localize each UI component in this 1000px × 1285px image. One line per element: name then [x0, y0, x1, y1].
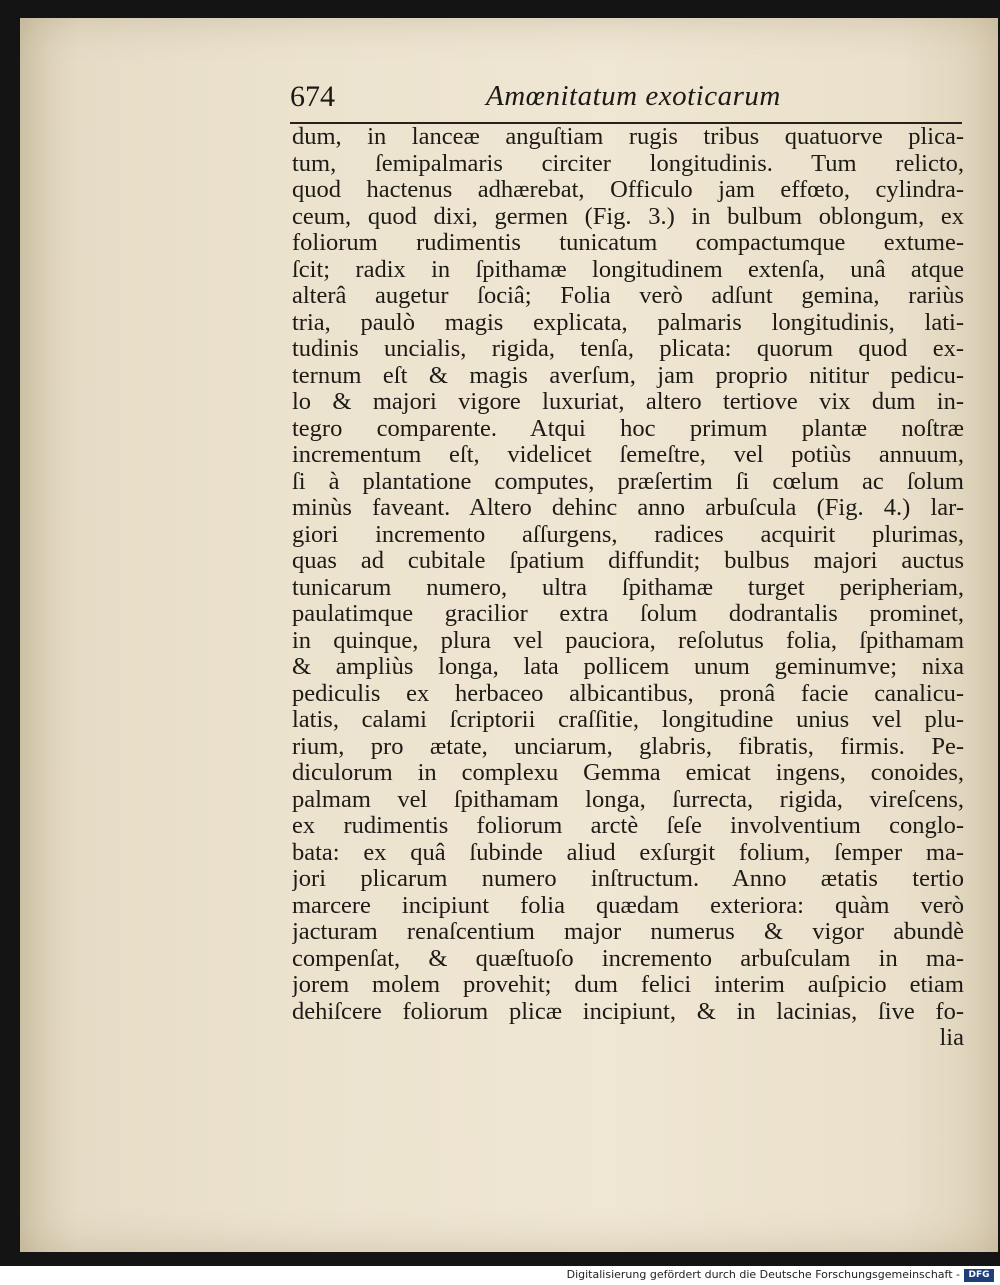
text-line: giori incremento aſſurgens, radices acquirit plurimas, — [292, 521, 964, 548]
text-line: tunicarum numero, ultra ſpithamæ turget peripheriam, — [292, 574, 964, 601]
text-line: paulatimque gracilior extra ſolum dodrantalis prominet, — [292, 601, 964, 627]
text-line: alterâ augetur ſociâ; Folia verò adſunt gemina, rariùs — [292, 283, 964, 309]
text-line: tudinis uncialis, rigida, tenſa, plicata: quorum quod ex- — [292, 336, 964, 362]
text-line: lo & majori vigore luxuriat, altero tertiove vix dum in- — [292, 389, 964, 415]
text-line: in quinque, plura vel pauciora, reſolutus folia, ſpithamam — [292, 627, 964, 654]
text-line: pediculis ex herbaceo albicantibus, pronâ facie canalicu- — [292, 680, 964, 707]
page-number: 674 — [290, 80, 335, 113]
text-line: quod hactenus adhærebat, Officulo jam effœto, cylindra- — [292, 177, 964, 203]
text-line: lia — [939, 1025, 964, 1051]
text-line: rium, pro ætate, unciarum, glabris, fibratis, firmis. Pe- — [292, 733, 964, 760]
text-line: tum, ſemipalmaris circiter longitudinis. Tum relicto, — [292, 150, 964, 177]
footer-bar — [0, 1266, 1000, 1285]
text-line: marcere incipiunt folia quædam exteriora: quàm verò — [292, 892, 964, 919]
text-line: ſcit; radix in ſpithamæ longitudinem extenſa, unâ atque — [292, 256, 964, 283]
text-line: jacturam renaſcentium major numerus & vigor abundè — [292, 919, 964, 945]
text-line: bata: ex quâ ſubinde aliud exſurgit folium, ſemper ma- — [292, 839, 964, 866]
text-line: diculorum in complexu Gemma emicat ingens, conoides, — [292, 760, 964, 786]
text-line: quas ad cubitale ſpatium diffundit; bulbus majori auctus — [292, 548, 964, 574]
text-line: jori plicarum numero inſtructum. Anno ætatis tertio — [292, 866, 964, 892]
text-line: ſi à plantatione computes, præſertim ſi cœlum ac ſolum — [292, 468, 964, 495]
text-line: dehiſcere foliorum plicæ incipiunt, & in lacinias, ſive fo- — [292, 998, 964, 1025]
text-line: latis, calami ſcriptorii craſſitie, longitudine unius vel plu- — [292, 707, 964, 733]
text-line: ex rudimentis foliorum arctè ſeſe involventium conglo- — [292, 813, 964, 839]
text-line: foliorum rudimentis tunicatum compactumque extume- — [292, 230, 964, 256]
text-line: tria, paulò magis explicata, palmaris longitudinis, lati- — [292, 309, 964, 336]
body-text — [292, 124, 964, 1052]
text-line: minùs faveant. Altero dehinc anno arbuſcula (Fig. 4.) lar- — [292, 495, 964, 521]
text-line: palmam vel ſpithamam longa, ſurrecta, rigida, vireſcens, — [292, 786, 964, 813]
page-header — [290, 80, 970, 120]
text-line: compenſat, & quæſtuoſo incremento arbuſculam in ma- — [292, 945, 964, 972]
text-line: ceum, quod dixi, germen (Fig. 3.) in bulbum oblongum, ex — [292, 203, 964, 230]
text-line: tegro comparente. Atqui hoc primum plantæ noſtræ — [292, 415, 964, 442]
text-line: & ampliùs longa, lata pollicem unum geminumve; nixa — [292, 654, 964, 680]
digitization-credit: Digitalisierung gefördert durch die Deutsche Forschungsgemeinschaft - — [566, 1268, 960, 1281]
text-line: jorem molem provehit; dum felici interim auſpicio etiam — [292, 972, 964, 998]
running-title: Amœnitatum exoticarum — [486, 80, 781, 112]
dfg-logo: DFG — [964, 1269, 994, 1282]
text-line: dum, in lanceæ anguſtiam rugis tribus quatuorve plica- — [292, 124, 964, 150]
text-line: ternum eſt & magis averſum, jam proprio nititur pedicu- — [292, 362, 964, 389]
text-line: incrementum eſt, videlicet ſemeſtre, vel potiùs annuum, — [292, 442, 964, 468]
